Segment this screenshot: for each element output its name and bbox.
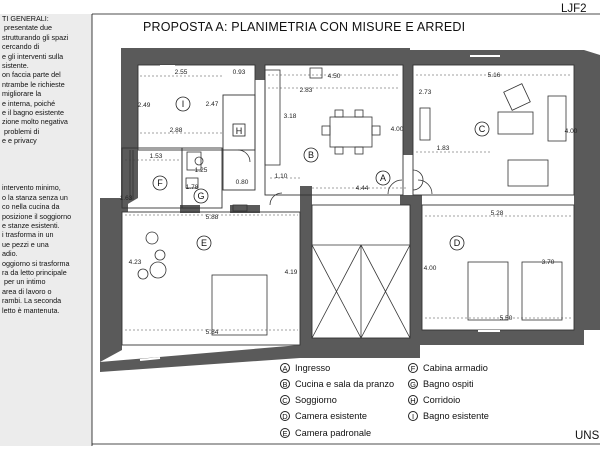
legend-marker: H <box>408 395 418 405</box>
dim-label: 3.70 <box>541 259 555 266</box>
dim-label: 1.53 <box>149 153 163 160</box>
dim-label: 4.00 <box>423 265 437 272</box>
legend-label: Ingresso <box>295 363 331 373</box>
dim-label: 2.88 <box>169 127 183 134</box>
walls <box>100 48 600 372</box>
dim-label: 5.88 <box>205 214 219 221</box>
legend-item <box>280 362 330 374</box>
legend-marker: E <box>280 428 290 438</box>
dim-label: 5.50 <box>499 315 513 322</box>
legend-marker: I <box>408 411 418 421</box>
dim-label: 4.50 <box>327 73 341 80</box>
footer-code: UNS <box>575 430 600 442</box>
dim-label: 2.55 <box>174 69 188 76</box>
dim-label: 2.47 <box>205 101 219 108</box>
svg-text:A: A <box>379 173 387 183</box>
svg-text:G: G <box>197 191 205 201</box>
legend-item <box>408 394 460 406</box>
svg-text:B: B <box>307 150 315 160</box>
svg-text:I: I <box>181 99 185 109</box>
legend-marker: A <box>280 363 290 373</box>
dim-label: 1.63 <box>119 195 133 202</box>
dim-label: 5.28 <box>490 210 504 217</box>
legend-label: Cabina armadio <box>423 363 488 373</box>
legend-label: Bagno ospiti <box>423 379 474 389</box>
dim-label: 4.23 <box>128 259 142 266</box>
legend-label: Camera esistente <box>295 411 368 421</box>
legend-item <box>408 362 488 374</box>
notes-text: TI GENERALI: presentate due strutturando gli spazi cercando di e gli interventi sulla sistente. on faccia parte del ntrambe le richieste migliorare la e interna, poiché e il bagno esistente zione molto negativa problemi di e e privacy intervento minimo, o la stanza senza un co nella cucina da posizione il soggiorno e stanze esistenti. i trasforma in un ue pezzi e una adio. oggiorno si trasforma ra da letto principale per un intimo area di lavoro o rambi. La seconda letto è mantenuta. <box>2 14 72 315</box>
legend-marker: B <box>280 379 290 389</box>
dim-label: 4.44 <box>355 185 369 192</box>
project-code: LJF2 <box>561 3 587 15</box>
legend-marker: F <box>408 363 418 373</box>
legend-marker: D <box>280 411 290 421</box>
legend-marker: C <box>280 395 290 405</box>
svg-text:F: F <box>157 178 163 188</box>
dim-label: 0.93 <box>232 69 246 76</box>
svg-text:C: C <box>478 124 486 134</box>
dim-label: 5.84 <box>205 329 219 336</box>
dim-label: 0.80 <box>235 179 249 186</box>
legend-label: Soggiorno <box>295 395 337 405</box>
dim-label: 1.10 <box>274 173 288 180</box>
dim-label: 2.73 <box>418 89 432 96</box>
dim-label: 1.78 <box>185 184 199 191</box>
dim-label: 2.49 <box>137 102 151 109</box>
legend-label: Cucina e sala da pranzo <box>295 379 395 389</box>
dim-label: 5.16 <box>487 72 501 79</box>
dim-label: 4.00 <box>390 126 404 133</box>
dim-label: 4.00 <box>564 128 578 135</box>
svg-text:E: E <box>200 238 208 248</box>
dim-label: 1.83 <box>436 145 450 152</box>
legend-label: Camera padronale <box>295 428 372 438</box>
legend-marker: G <box>408 379 418 389</box>
svg-text:H: H <box>235 126 243 136</box>
dim-label: 2.83 <box>299 87 313 94</box>
legend-item <box>280 394 337 406</box>
legend-item <box>280 378 394 390</box>
dim-label: 4.19 <box>284 269 298 276</box>
dim-label: 3.18 <box>283 113 297 120</box>
svg-text:D: D <box>453 238 461 248</box>
legend-label: Corridoio <box>423 395 461 405</box>
dim-label: 1.25 <box>194 167 208 174</box>
page-title: PROPOSTA A: PLANIMETRIA CON MISURE E ARREDI <box>143 20 466 34</box>
legend-item <box>408 378 474 390</box>
legend-label: Bagno esistente <box>423 411 489 421</box>
legend-item <box>280 427 371 439</box>
legend-item <box>408 410 489 422</box>
legend-item <box>280 410 367 422</box>
